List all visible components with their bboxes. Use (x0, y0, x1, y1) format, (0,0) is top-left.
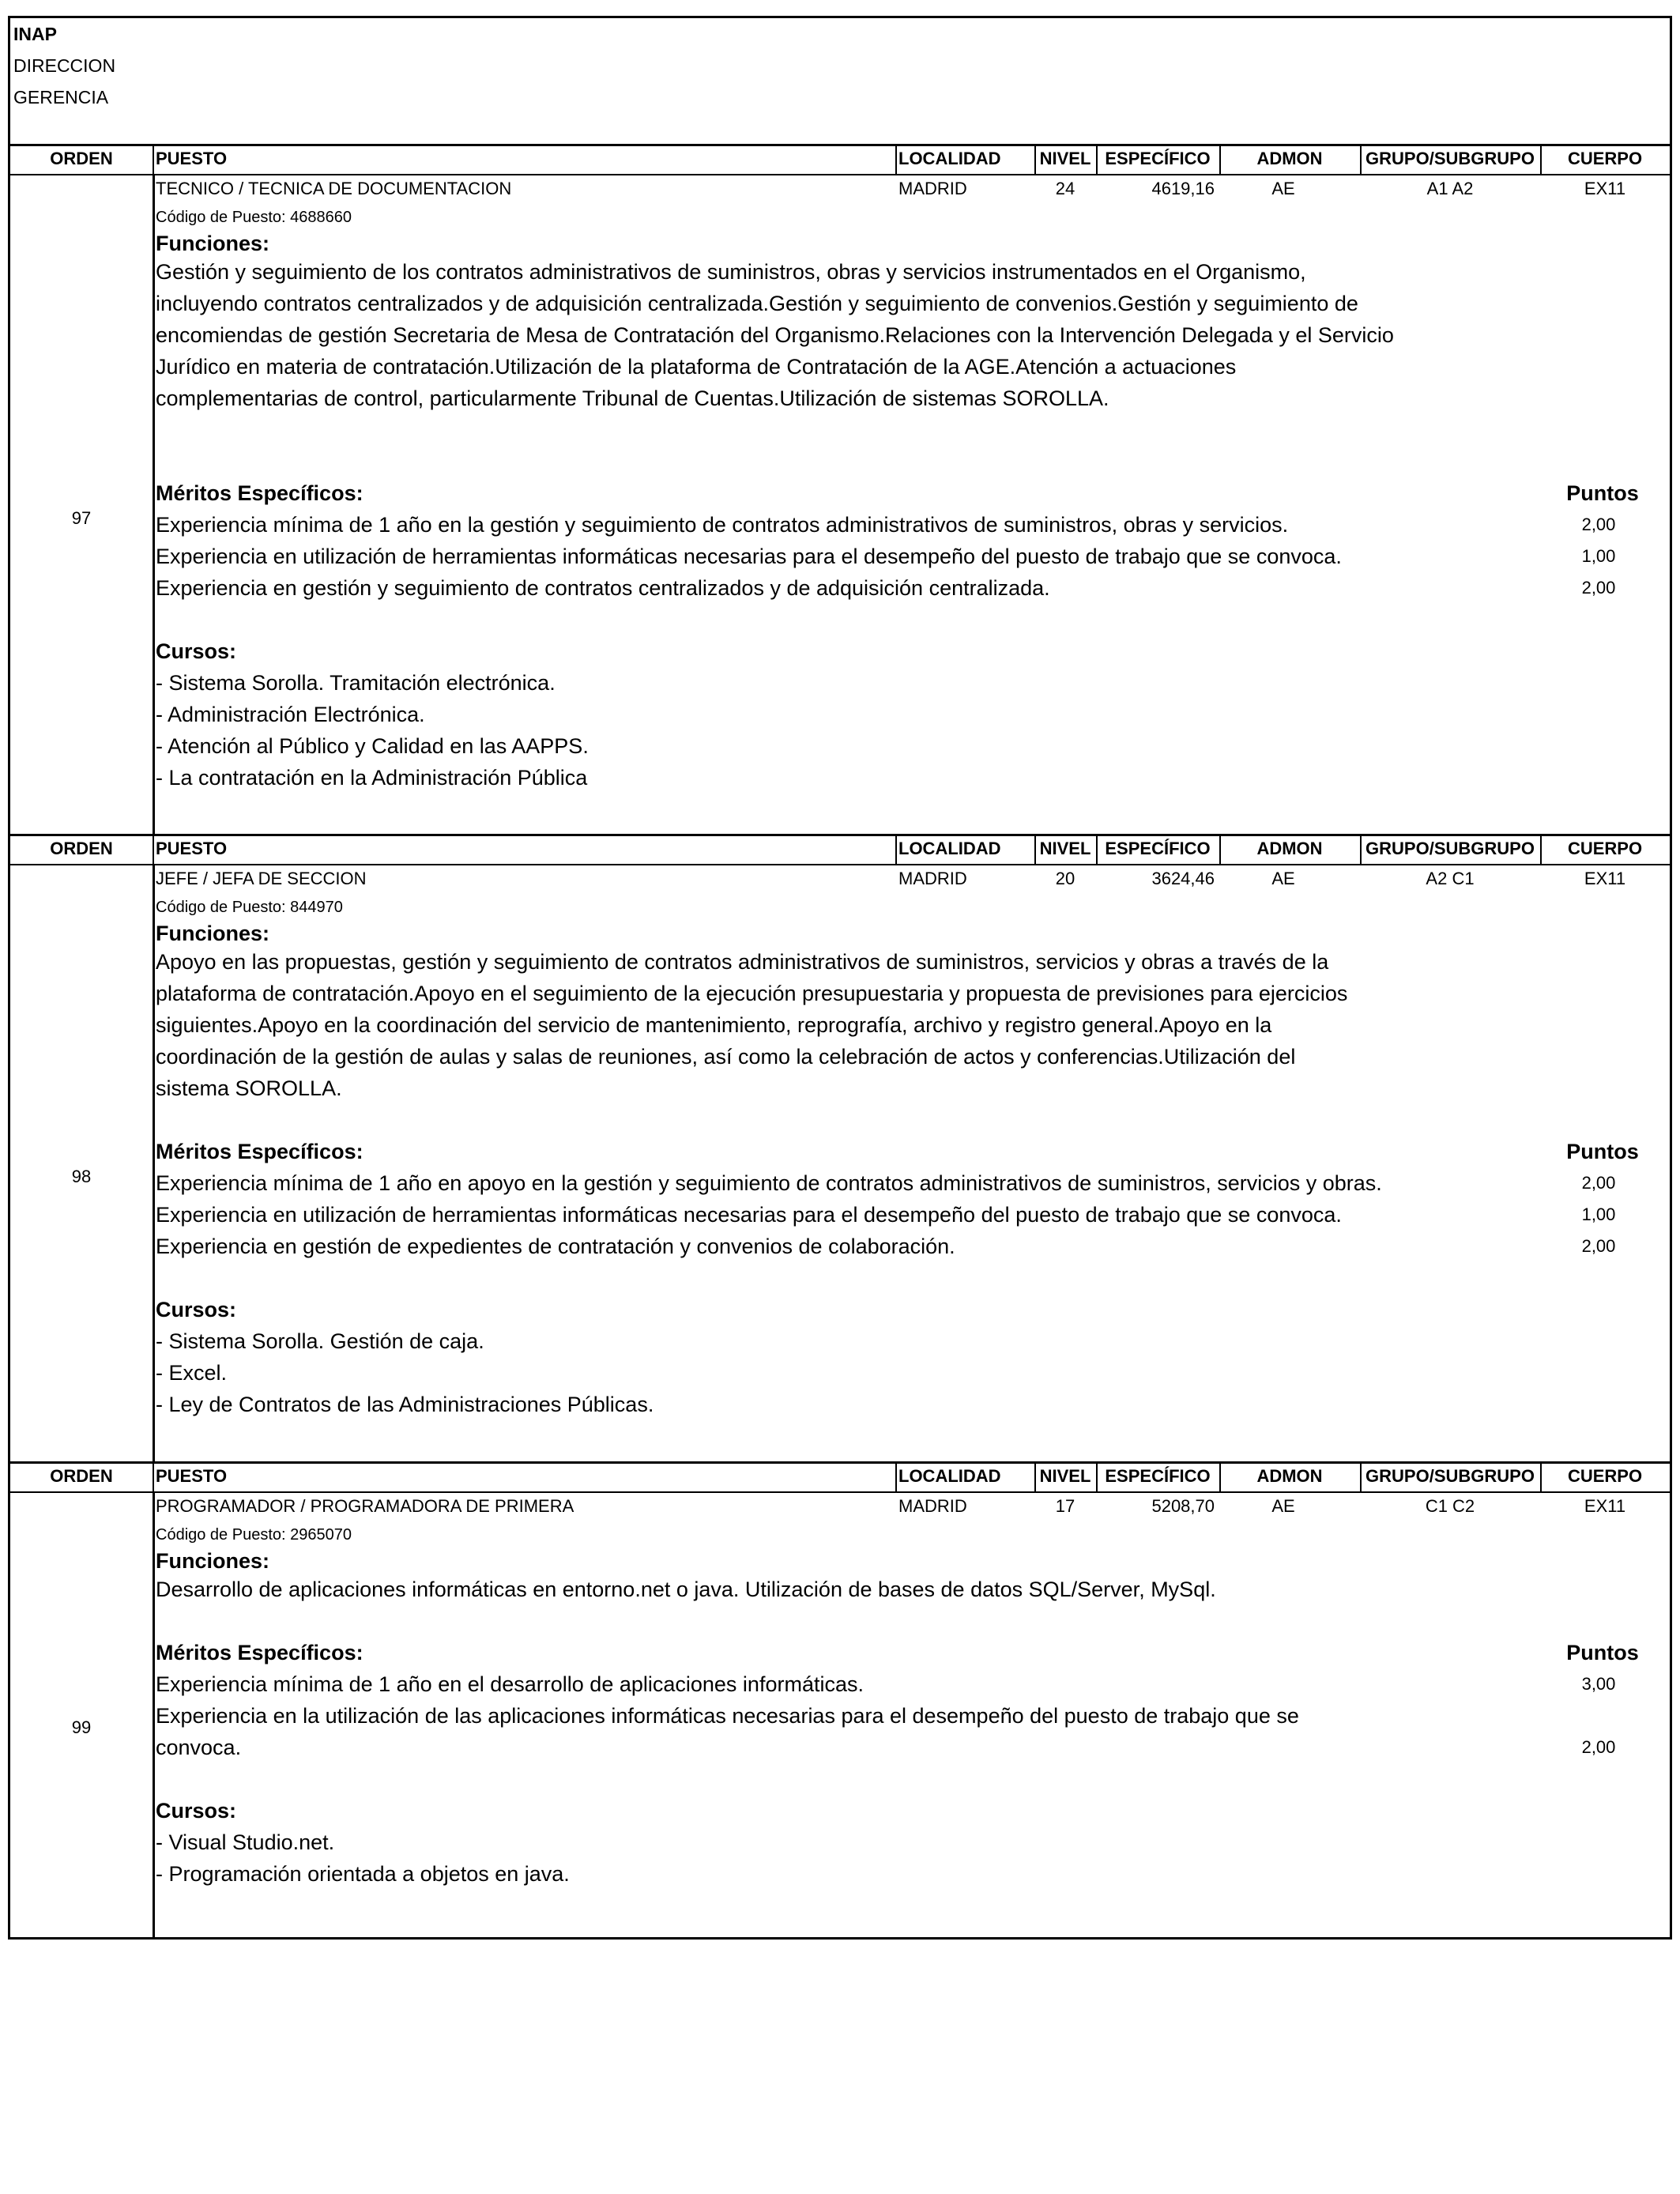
merito-text: Experiencia mínima de 1 año en el desarrollo de aplicaciones informáticas. (156, 1672, 864, 1696)
merito-text: Experiencia mínima de 1 año en apoyo en la gestión y seguimiento de contratos administrativos de suministros, servicios y obras. (156, 1171, 1382, 1195)
merito-puntos: 2,00 (1581, 515, 1616, 534)
merito-text: Experiencia en la utilización de las aplicaciones informáticas necesarias para el desempeño del puesto de trabajo que se convoca. (156, 1704, 1299, 1759)
column-header-especifico: ESPECÍFICO (1105, 149, 1211, 168)
cursos-label: Cursos: (156, 1298, 237, 1321)
merito-puntos: 1,00 (1581, 1204, 1616, 1224)
column-header-cuerpo: CUERPO (1567, 1466, 1643, 1486)
column-header-puesto: PUESTO (156, 149, 228, 168)
column-header-localidad: LOCALIDAD (898, 839, 1001, 858)
curso-item: - Excel. (156, 1361, 228, 1385)
column-header-puesto: PUESTO (156, 1466, 228, 1486)
puntos-label: Puntos (1566, 1140, 1639, 1163)
org-name: INAP (13, 24, 57, 44)
grupo-value: A2 C1 (1426, 869, 1475, 888)
column-header-cuerpo: CUERPO (1567, 149, 1643, 168)
puntos-label: Puntos (1566, 1641, 1639, 1664)
column-header-cuerpo: CUERPO (1567, 839, 1643, 858)
funciones-label: Funciones: (156, 232, 270, 255)
column-header-admon: ADMON (1256, 839, 1323, 858)
localidad-value: MADRID (898, 1496, 967, 1516)
curso-item: - Programación orientada a objetos en java. (156, 1862, 570, 1886)
merito-puntos: 2,00 (1581, 578, 1616, 598)
job-listing-document (8, 16, 1672, 1940)
column-header-orden: ORDEN (50, 1466, 113, 1486)
meritos-label: Méritos Específicos: (156, 1140, 363, 1163)
rule-thin (10, 864, 1670, 865)
merito-text: Experiencia en gestión de expedientes de contratación y convenios de colaboración. (156, 1235, 955, 1258)
funciones-label: Funciones: (156, 1549, 270, 1573)
merito-puntos: 2,00 (1581, 1737, 1616, 1757)
column-header-especifico: ESPECÍFICO (1105, 1466, 1211, 1486)
curso-item: - Administración Electrónica. (156, 703, 425, 726)
job-title: TECNICO / TECNICA DE DOCUMENTACION (156, 179, 512, 198)
meritos-label: Méritos Específicos: (156, 1641, 363, 1664)
codigo-de-puesto: Código de Puesto: 2965070 (156, 1526, 352, 1544)
curso-item: - Sistema Sorolla. Tramitación electrónica. (156, 671, 556, 695)
funciones-label: Funciones: (156, 922, 270, 945)
cuerpo-value: EX11 (1584, 1496, 1626, 1516)
merito-puntos: 2,00 (1581, 1173, 1616, 1193)
job-title: PROGRAMADOR / PROGRAMADORA DE PRIMERA (156, 1496, 574, 1516)
column-header-grupo: GRUPO/SUBGRUPO (1365, 149, 1535, 168)
admon-value: AE (1271, 179, 1295, 198)
column-header-puesto: PUESTO (156, 839, 228, 858)
rule-thin (10, 174, 1670, 175)
job-title: JEFE / JEFA DE SECCION (156, 869, 367, 888)
column-header-grupo: GRUPO/SUBGRUPO (1365, 839, 1535, 858)
column-header-localidad: LOCALIDAD (898, 149, 1001, 168)
rule-thin (10, 1491, 1670, 1493)
especifico-value: 3624,46 (1151, 869, 1215, 888)
column-header-admon: ADMON (1256, 149, 1323, 168)
nivel-value: 17 (1055, 1496, 1075, 1516)
codigo-de-puesto: Código de Puesto: 4688660 (156, 209, 352, 226)
cursos-label: Cursos: (156, 1799, 237, 1823)
orden-separator (153, 864, 155, 1461)
column-header-orden: ORDEN (50, 839, 113, 858)
grupo-value: A1 A2 (1426, 179, 1474, 198)
codigo-de-puesto: Código de Puesto: 844970 (156, 899, 343, 916)
especifico-value: 4619,16 (1151, 179, 1215, 198)
merito-text: Experiencia en gestión y seguimiento de contratos centralizados y de adquisición centralizada. (156, 576, 1050, 600)
orden-separator (153, 1491, 155, 1940)
column-header-nivel: NIVEL (1039, 1466, 1091, 1486)
orden-number: 97 (71, 508, 92, 528)
puntos-label: Puntos (1566, 481, 1639, 505)
meritos-label: Méritos Específicos: (156, 481, 363, 505)
localidad-value: MADRID (898, 179, 967, 198)
column-header-nivel: NIVEL (1039, 149, 1091, 168)
curso-item: - Visual Studio.net. (156, 1830, 335, 1854)
column-header-admon: ADMON (1256, 1466, 1323, 1486)
curso-item: - Ley de Contratos de las Administraciones Públicas. (156, 1393, 654, 1416)
org-direccion: DIRECCION (13, 55, 116, 76)
merito-puntos: 2,00 (1581, 1236, 1616, 1256)
orden-number: 98 (71, 1167, 92, 1186)
merito-text: Experiencia en utilización de herramientas informáticas necesarias para el desempeño del puesto de trabajo que se convoca. (156, 545, 1342, 568)
grupo-value: C1 C2 (1425, 1496, 1475, 1516)
cursos-label: Cursos: (156, 639, 237, 663)
curso-item: - Atención al Público y Calidad en las AAPPS. (156, 734, 589, 758)
admon-value: AE (1271, 1496, 1295, 1516)
funciones-text: Gestión y seguimiento de los contratos administrativos de suministros, obras y servicios instrumentados en el Organismo, incluyendo contratos centralizados y de adquisición centralizada.Gestión y seguimiento de convenios.Gestión y seguimiento de encomiendas de gestión Secretaria de Mesa de Contratación del Organismo.Relaciones con la Intervención Delegada y el Servicio Jurídico en materia de contratación.Utilización de la plataforma de Contratación de la AGE.Atención a actuaciones complementarias de control, particularmente Tribunal de Cuentas.Utilización de sistemas SOROLLA. (156, 260, 1394, 410)
merito-text: Experiencia en utilización de herramientas informáticas necesarias para el desempeño del puesto de trabajo que se convoca. (156, 1203, 1342, 1227)
column-header-localidad: LOCALIDAD (898, 1466, 1001, 1486)
cuerpo-value: EX11 (1584, 869, 1626, 888)
funciones-text: Apoyo en las propuestas, gestión y seguimiento de contratos administrativos de suministros, servicios y obras a través de la plataforma de contratación.Apoyo en el seguimiento de la ejecución presupuestaria y propuesta de previsiones para ejercicios siguientes.Apoyo en la coordinación del servicio de mantenimiento, reprografía, archivo y registro general.Apoyo en la coordinación de la gestión de aulas y salas de reuniones, así como la celebración de actos y conferencias.Utilización del sistema SOROLLA. (156, 950, 1348, 1100)
curso-item: - Sistema Sorolla. Gestión de caja. (156, 1329, 484, 1353)
column-header-especifico: ESPECÍFICO (1105, 839, 1211, 858)
nivel-value: 24 (1055, 179, 1075, 198)
especifico-value: 5208,70 (1151, 1496, 1215, 1516)
merito-text: Experiencia mínima de 1 año en la gestión y seguimiento de contratos administrativos de suministros, obras y servicios. (156, 513, 1289, 537)
localidad-value: MADRID (898, 869, 967, 888)
admon-value: AE (1271, 869, 1295, 888)
funciones-text: Desarrollo de aplicaciones informáticas en entorno.net o java. Utilización de bases de datos SQL/Server, MySql. (156, 1578, 1216, 1601)
merito-puntos: 1,00 (1581, 546, 1616, 566)
org-gerencia: GERENCIA (13, 87, 109, 107)
orden-separator (153, 174, 155, 834)
merito-puntos: 3,00 (1581, 1674, 1616, 1694)
column-header-nivel: NIVEL (1039, 839, 1091, 858)
curso-item: - La contratación en la Administración Pública (156, 766, 588, 790)
column-header-grupo: GRUPO/SUBGRUPO (1365, 1466, 1535, 1486)
column-header-orden: ORDEN (50, 149, 113, 168)
nivel-value: 20 (1055, 869, 1075, 888)
cuerpo-value: EX11 (1584, 179, 1626, 198)
orden-number: 99 (71, 1717, 92, 1737)
